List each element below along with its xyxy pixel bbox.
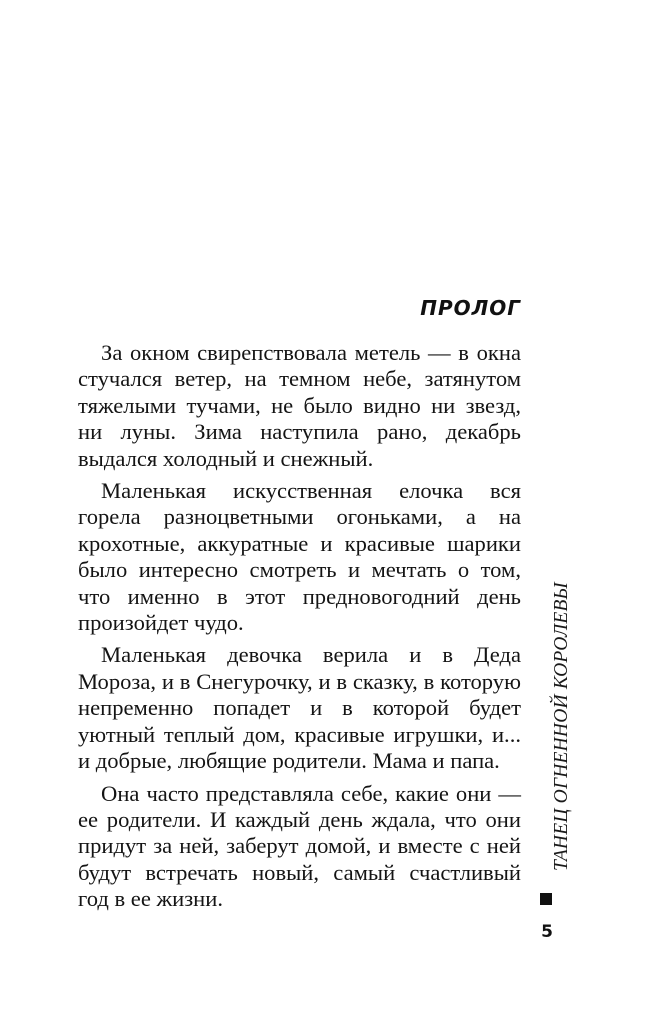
paragraph: Маленькая девочка верила и в Деда Мороза, и в Снегурочку, и в сказку, в которую непременно попадет и в которой будет уютный теплый дом, красивые игрушки, и... и добрые, любящие родители. Мама и папа. — [78, 642, 521, 774]
paragraph: За окном свирепствовала метель — в окна стучался ветер, на темном небе, затянутом тяжелыми тучами, не было видно ни звезд, ни луны. Зима наступила рано, декабрь выдался холодный и снежный. — [78, 340, 521, 471]
running-head: ТАНЕЦ ОГНЕННОЙ КОРОЛЕВЫ — [551, 582, 572, 871]
body-text — [78, 340, 521, 919]
square-marker-icon — [540, 893, 552, 905]
chapter-title: ПРОЛОГ — [420, 296, 521, 320]
paragraph: Она часто представляла себе, какие они — ее родители. И каждый день ждала, что они придут за ней, заберут домой, и вместе с ней будут встречать новый, самый счастливый год в ее жизни. — [78, 780, 521, 912]
paragraph: Маленькая искусственная елочка вся горела разноцветными огоньками, а на крохотные, аккуратные и красивые шарики было интересно смотреть и мечтать о том, что именно в этот предновогодний день произойдет чудо. — [78, 478, 521, 636]
page-number: 5 — [541, 922, 553, 942]
